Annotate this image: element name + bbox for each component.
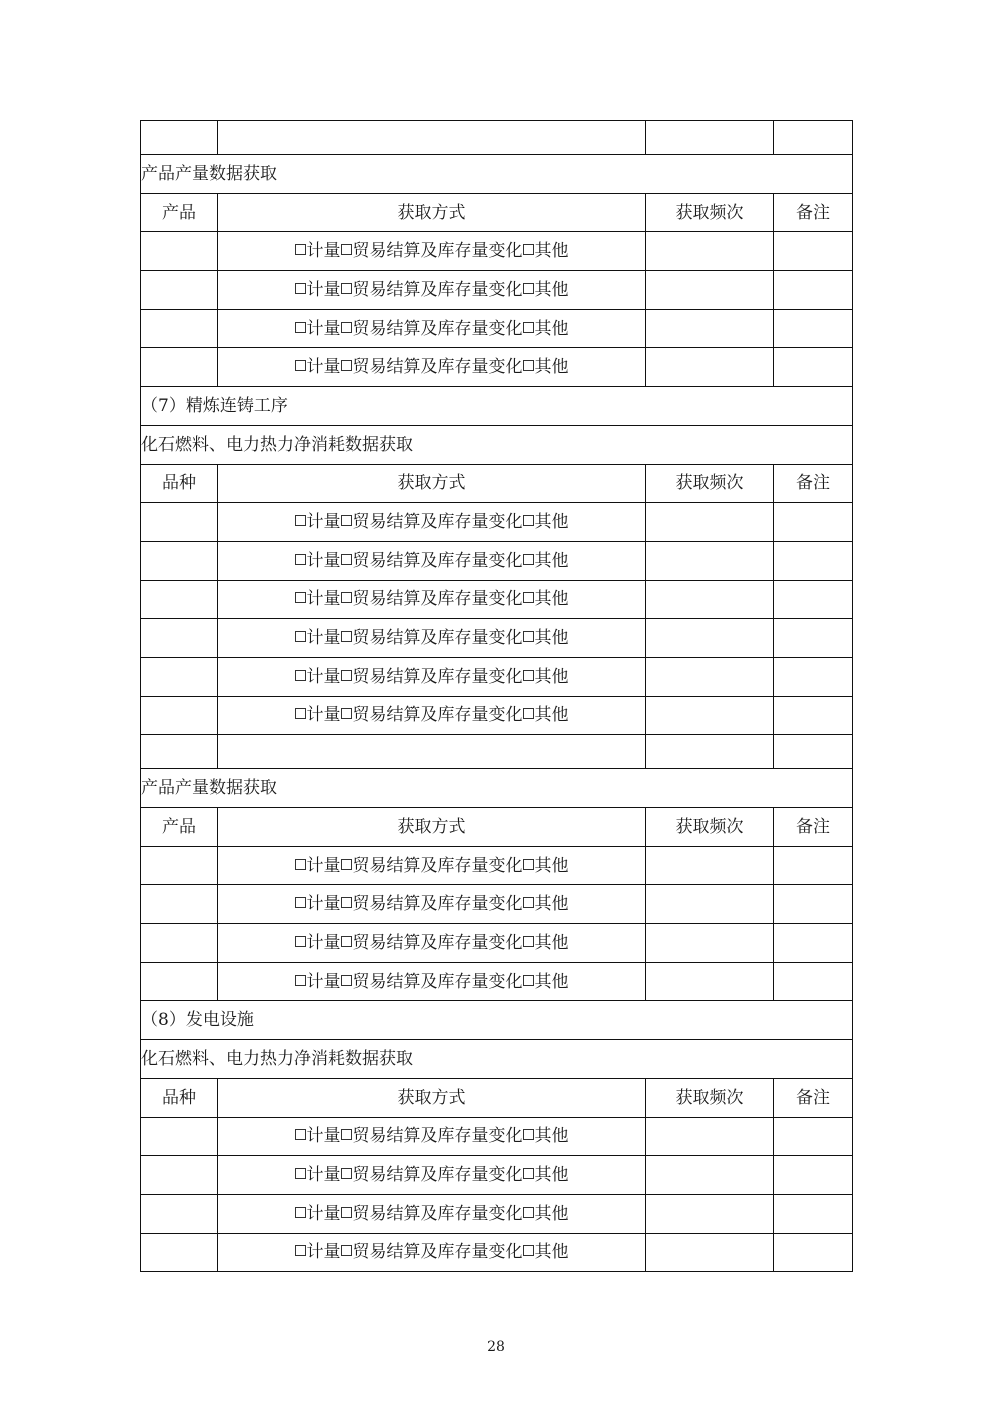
remark-cell[interactable]: [774, 885, 853, 924]
frequency-cell[interactable]: [646, 657, 774, 696]
frequency-cell[interactable]: [646, 232, 774, 271]
frequency-cell[interactable]: [646, 1194, 774, 1233]
table-row: [141, 1156, 853, 1195]
remark-cell[interactable]: [774, 309, 853, 348]
checkbox-icon[interactable]: [341, 1129, 352, 1140]
checkbox-icon[interactable]: [523, 859, 534, 870]
page-number: 28: [487, 1339, 505, 1355]
option-label: 贸易结算及库存量变化: [352, 1203, 523, 1224]
header-row: [141, 193, 853, 232]
checkbox-icon[interactable]: [295, 1129, 306, 1140]
method-cell: [218, 580, 646, 619]
option-label: 计量: [306, 894, 341, 915]
method-cell: [218, 1233, 646, 1272]
remark-cell[interactable]: [774, 962, 853, 1001]
checkbox-icon[interactable]: [295, 554, 306, 565]
option-label: 计量: [306, 512, 341, 533]
method-cell: [218, 309, 646, 348]
table-row: [141, 657, 853, 696]
checkbox-icon[interactable]: [341, 1245, 352, 1256]
section-title: 产品产量数据获取: [141, 769, 853, 808]
option-label: 其他: [534, 550, 569, 571]
header-remark: 备注: [774, 808, 853, 847]
checkbox-icon[interactable]: [523, 631, 534, 642]
option-label: 其他: [534, 1242, 569, 1263]
table-row: [141, 271, 853, 310]
checkbox-icon[interactable]: [295, 244, 306, 255]
header-row: [141, 808, 853, 847]
empty-cell[interactable]: [646, 735, 774, 769]
option-label: 其他: [534, 628, 569, 649]
header-frequency: 获取频次: [646, 193, 774, 232]
remark-cell[interactable]: [774, 1117, 853, 1156]
option-label: 其他: [534, 1165, 569, 1186]
option-label: 计量: [306, 279, 341, 300]
method-cell: [218, 348, 646, 387]
frequency-cell[interactable]: [646, 503, 774, 542]
option-label: 计量: [306, 1203, 341, 1224]
checkbox-icon[interactable]: [523, 283, 534, 294]
table-row: [141, 962, 853, 1001]
option-label: 贸易结算及库存量变化: [352, 628, 523, 649]
frequency-cell[interactable]: [646, 885, 774, 924]
checkbox-icon[interactable]: [523, 897, 534, 908]
table-row: [141, 541, 853, 580]
frequency-cell[interactable]: [646, 309, 774, 348]
checkbox-icon[interactable]: [523, 708, 534, 719]
checkbox-icon[interactable]: [295, 1245, 306, 1256]
checkbox-icon[interactable]: [523, 515, 534, 526]
table-row: [141, 1117, 853, 1156]
empty-cell[interactable]: [774, 735, 853, 769]
checkbox-icon[interactable]: [523, 975, 534, 986]
checkbox-icon[interactable]: [295, 360, 306, 371]
option-label: 贸易结算及库存量变化: [352, 894, 523, 915]
empty-row: [141, 735, 853, 769]
option-label: 贸易结算及库存量变化: [352, 589, 523, 610]
subsection-title: 化石燃料、电力热力净消耗数据获取: [141, 1040, 853, 1079]
frequency-cell[interactable]: [646, 924, 774, 963]
option-label: 计量: [306, 855, 341, 876]
variety-cell[interactable]: [141, 696, 218, 735]
checkbox-icon[interactable]: [295, 515, 306, 526]
checkbox-icon[interactable]: [341, 244, 352, 255]
checkbox-icon[interactable]: [341, 708, 352, 719]
checkbox-icon[interactable]: [523, 1207, 534, 1218]
option-label: 贸易结算及库存量变化: [352, 357, 523, 378]
table-row: [141, 232, 853, 271]
header-product: 产品: [141, 193, 218, 232]
method-cell: [218, 503, 646, 542]
option-label: 计量: [306, 241, 341, 262]
frequency-cell[interactable]: [646, 1117, 774, 1156]
checkbox-icon[interactable]: [523, 1129, 534, 1140]
table-row: [141, 1194, 853, 1233]
product-cell[interactable]: [141, 885, 218, 924]
checkbox-icon[interactable]: [523, 936, 534, 947]
option-label: 其他: [534, 512, 569, 533]
option-label: 贸易结算及库存量变化: [352, 550, 523, 571]
header-method: 获取方式: [218, 808, 646, 847]
option-label: 计量: [306, 1242, 341, 1263]
checkbox-icon[interactable]: [341, 1207, 352, 1218]
method-cell: [218, 657, 646, 696]
remark-cell[interactable]: [774, 541, 853, 580]
option-label: 贸易结算及库存量变化: [352, 705, 523, 726]
variety-cell[interactable]: [141, 657, 218, 696]
method-cell: [218, 1117, 646, 1156]
checkbox-icon[interactable]: [523, 244, 534, 255]
table-row: [141, 885, 853, 924]
option-label: 贸易结算及库存量变化: [352, 1126, 523, 1147]
checkbox-icon[interactable]: [523, 592, 534, 603]
method-cell: [218, 1194, 646, 1233]
option-label: 贸易结算及库存量变化: [352, 512, 523, 533]
variety-cell[interactable]: [141, 1233, 218, 1272]
variety-cell[interactable]: [141, 1156, 218, 1195]
remark-cell[interactable]: [774, 657, 853, 696]
checkbox-icon[interactable]: [341, 975, 352, 986]
remark-cell[interactable]: [774, 1156, 853, 1195]
option-label: 计量: [306, 932, 341, 953]
option-label: 计量: [306, 1165, 341, 1186]
section-row: [141, 425, 853, 464]
option-label: 贸易结算及库存量变化: [352, 279, 523, 300]
option-label: 贸易结算及库存量变化: [352, 932, 523, 953]
option-label: 贸易结算及库存量变化: [352, 971, 523, 992]
method-cell: [218, 696, 646, 735]
product-cell[interactable]: [141, 924, 218, 963]
remark-cell[interactable]: [774, 1194, 853, 1233]
data-acquisition-table: [140, 120, 853, 1272]
frequency-cell[interactable]: [646, 846, 774, 885]
method-cell: [218, 1156, 646, 1195]
empty-cell: [646, 121, 774, 155]
checkbox-icon[interactable]: [341, 936, 352, 947]
checkbox-icon[interactable]: [341, 631, 352, 642]
checkbox-icon[interactable]: [295, 936, 306, 947]
option-label: 贸易结算及库存量变化: [352, 1242, 523, 1263]
header-frequency: 获取频次: [646, 464, 774, 503]
header-variety: 品种: [141, 1078, 218, 1117]
option-label: 贸易结算及库存量变化: [352, 666, 523, 687]
option-label: 其他: [534, 279, 569, 300]
checkbox-icon[interactable]: [523, 554, 534, 565]
variety-cell[interactable]: [141, 1194, 218, 1233]
variety-cell[interactable]: [141, 503, 218, 542]
checkbox-icon[interactable]: [341, 283, 352, 294]
header-row: [141, 1078, 853, 1117]
product-cell[interactable]: [141, 348, 218, 387]
frequency-cell[interactable]: [646, 1233, 774, 1272]
checkbox-icon[interactable]: [295, 975, 306, 986]
frequency-cell[interactable]: [646, 696, 774, 735]
checkbox-icon[interactable]: [295, 708, 306, 719]
remark-cell[interactable]: [774, 348, 853, 387]
checkbox-icon[interactable]: [295, 1207, 306, 1218]
checkbox-icon[interactable]: [295, 283, 306, 294]
product-cell[interactable]: [141, 846, 218, 885]
remark-cell[interactable]: [774, 232, 853, 271]
table-row: [141, 846, 853, 885]
table-row: [141, 309, 853, 348]
option-label: 其他: [534, 1203, 569, 1224]
method-cell: [218, 962, 646, 1001]
option-label: 其他: [534, 241, 569, 262]
method-cell: [218, 541, 646, 580]
header-variety: 品种: [141, 464, 218, 503]
option-label: 计量: [306, 705, 341, 726]
option-label: 计量: [306, 971, 341, 992]
product-cell[interactable]: [141, 309, 218, 348]
variety-cell[interactable]: [141, 580, 218, 619]
section-title: （7）精炼连铸工序: [141, 387, 853, 426]
checkbox-icon[interactable]: [295, 322, 306, 333]
checkbox-icon[interactable]: [523, 1168, 534, 1179]
table-row: [141, 696, 853, 735]
variety-cell[interactable]: [141, 541, 218, 580]
remark-cell[interactable]: [774, 503, 853, 542]
section-row: [141, 1001, 853, 1040]
frequency-cell[interactable]: [646, 619, 774, 658]
method-cell: [218, 846, 646, 885]
frequency-cell[interactable]: [646, 541, 774, 580]
checkbox-icon[interactable]: [341, 670, 352, 681]
empty-row: [141, 121, 853, 155]
section-row: [141, 387, 853, 426]
option-label: 计量: [306, 589, 341, 610]
header-remark: 备注: [774, 464, 853, 503]
option-label: 其他: [534, 589, 569, 610]
product-cell[interactable]: [141, 271, 218, 310]
section-title: （8）发电设施: [141, 1001, 853, 1040]
checkbox-icon[interactable]: [295, 859, 306, 870]
method-cell: [218, 232, 646, 271]
checkbox-icon[interactable]: [295, 670, 306, 681]
table-row: [141, 619, 853, 658]
empty-cell: [141, 121, 218, 155]
remark-cell[interactable]: [774, 846, 853, 885]
checkbox-icon[interactable]: [341, 592, 352, 603]
option-label: 其他: [534, 894, 569, 915]
checkbox-icon[interactable]: [341, 859, 352, 870]
checkbox-icon[interactable]: [341, 360, 352, 371]
option-label: 计量: [306, 628, 341, 649]
remark-cell[interactable]: [774, 924, 853, 963]
header-method: 获取方式: [218, 1078, 646, 1117]
option-label: 贸易结算及库存量变化: [352, 1165, 523, 1186]
remark-cell[interactable]: [774, 1233, 853, 1272]
method-cell: [218, 885, 646, 924]
variety-cell[interactable]: [141, 619, 218, 658]
table-row: [141, 1233, 853, 1272]
checkbox-icon[interactable]: [341, 897, 352, 908]
remark-cell[interactable]: [774, 271, 853, 310]
option-label: 其他: [534, 318, 569, 339]
checkbox-icon[interactable]: [341, 515, 352, 526]
frequency-cell[interactable]: [646, 271, 774, 310]
option-label: 计量: [306, 318, 341, 339]
section-title: 产品产量数据获取: [141, 155, 853, 194]
checkbox-icon[interactable]: [341, 554, 352, 565]
section-row: [141, 155, 853, 194]
header-remark: 备注: [774, 1078, 853, 1117]
method-cell: [218, 619, 646, 658]
variety-cell[interactable]: [141, 1117, 218, 1156]
table-row: [141, 580, 853, 619]
header-frequency: 获取频次: [646, 808, 774, 847]
option-label: 贸易结算及库存量变化: [352, 318, 523, 339]
checkbox-icon[interactable]: [295, 897, 306, 908]
header-method: 获取方式: [218, 464, 646, 503]
subsection-title: 化石燃料、电力热力净消耗数据获取: [141, 425, 853, 464]
option-label: 计量: [306, 357, 341, 378]
option-label: 计量: [306, 1126, 341, 1147]
frequency-cell[interactable]: [646, 1156, 774, 1195]
method-cell: [218, 924, 646, 963]
checkbox-icon[interactable]: [523, 360, 534, 371]
section-row: [141, 1040, 853, 1079]
table-row: [141, 924, 853, 963]
empty-cell[interactable]: [218, 735, 646, 769]
method-cell: [218, 271, 646, 310]
header-method: 获取方式: [218, 193, 646, 232]
frequency-cell[interactable]: [646, 348, 774, 387]
header-frequency: 获取频次: [646, 1078, 774, 1117]
option-label: 贸易结算及库存量变化: [352, 855, 523, 876]
checkbox-icon[interactable]: [295, 1168, 306, 1179]
option-label: 其他: [534, 1126, 569, 1147]
frequency-cell[interactable]: [646, 580, 774, 619]
table-row: [141, 348, 853, 387]
checkbox-icon[interactable]: [523, 1245, 534, 1256]
checkbox-icon[interactable]: [523, 670, 534, 681]
remark-cell[interactable]: [774, 696, 853, 735]
checkbox-icon[interactable]: [295, 592, 306, 603]
table-row: [141, 503, 853, 542]
header-product: 产品: [141, 808, 218, 847]
empty-cell[interactable]: [141, 735, 218, 769]
option-label: 贸易结算及库存量变化: [352, 241, 523, 262]
checkbox-icon[interactable]: [341, 1168, 352, 1179]
option-label: 其他: [534, 971, 569, 992]
header-remark: 备注: [774, 193, 853, 232]
option-label: 其他: [534, 705, 569, 726]
checkbox-icon[interactable]: [523, 322, 534, 333]
section-row: [141, 769, 853, 808]
option-label: 其他: [534, 357, 569, 378]
option-label: 计量: [306, 550, 341, 571]
option-label: 计量: [306, 666, 341, 687]
checkbox-icon[interactable]: [341, 322, 352, 333]
empty-cell: [774, 121, 853, 155]
option-label: 其他: [534, 932, 569, 953]
frequency-cell[interactable]: [646, 962, 774, 1001]
checkbox-icon[interactable]: [295, 631, 306, 642]
option-label: 其他: [534, 855, 569, 876]
option-label: 其他: [534, 666, 569, 687]
remark-cell[interactable]: [774, 580, 853, 619]
remark-cell[interactable]: [774, 619, 853, 658]
product-cell[interactable]: [141, 962, 218, 1001]
product-cell[interactable]: [141, 232, 218, 271]
empty-cell: [218, 121, 646, 155]
header-row: [141, 464, 853, 503]
